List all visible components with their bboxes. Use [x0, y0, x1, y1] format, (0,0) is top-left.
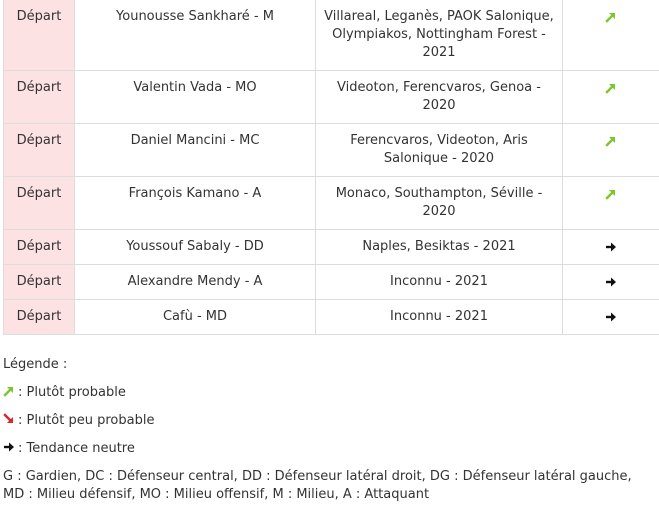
- up-arrow-green-icon: [605, 82, 617, 94]
- player-cell: Valentin Vada - MO: [75, 71, 316, 124]
- right-arrow-black-icon: [605, 241, 617, 253]
- transfer-type-cell: Départ: [4, 124, 75, 177]
- player-cell: Youssouf Sabaly - DD: [75, 230, 316, 265]
- trend-cell: [563, 265, 659, 300]
- player-cell: François Kamano - A: [75, 177, 316, 230]
- table-row: [4, 230, 659, 265]
- transfer-type-cell: Départ: [4, 265, 75, 300]
- table-row: [4, 0, 659, 71]
- trend-cell: [563, 230, 659, 265]
- clubs-cell: Ferencvaros, Videoton, Aris Salonique - 2020: [316, 124, 563, 177]
- up-arrow-green-icon: [3, 385, 15, 397]
- transfer-type-cell: Départ: [4, 177, 75, 230]
- right-arrow-black-icon: [3, 441, 15, 453]
- table-row: [4, 177, 659, 230]
- transfer-type-cell: Départ: [4, 71, 75, 124]
- legend-title: Légende :: [3, 357, 68, 372]
- up-arrow-green-icon: [605, 11, 617, 23]
- right-arrow-black-icon: [605, 276, 617, 288]
- clubs-cell: Inconnu - 2021: [316, 300, 563, 335]
- legend-item-improbable: [3, 412, 154, 430]
- clubs-cell: Villareal, Leganès, PAOK Salonique, Olympiakos, Nottingham Forest - 2021: [316, 0, 563, 71]
- up-arrow-green-icon: [605, 135, 617, 147]
- clubs-cell: Monaco, Southampton, Séville - 2020: [316, 177, 563, 230]
- table-row: [4, 300, 659, 335]
- legend-item-label: : Plutôt probable: [18, 385, 126, 400]
- trend-cell: [563, 300, 659, 335]
- transfer-type-cell: Départ: [4, 300, 75, 335]
- player-cell: Younousse Sankharé - M: [75, 0, 316, 71]
- clubs-cell: Naples, Besiktas - 2021: [316, 230, 563, 265]
- clubs-cell: Inconnu - 2021: [316, 265, 563, 300]
- player-cell: Daniel Mancini - MC: [75, 124, 316, 177]
- trend-cell: [563, 177, 659, 230]
- trend-cell: [563, 0, 659, 71]
- transfers-table: [3, 0, 659, 335]
- player-cell: Cafù - MD: [75, 300, 316, 335]
- down-arrow-red-icon: [3, 413, 15, 425]
- legend-item-neutral: [3, 440, 135, 458]
- trend-cell: [563, 71, 659, 124]
- transfer-type-cell: Départ: [4, 230, 75, 265]
- position-abbreviations: G : Gardien, DC : Défenseur central, DD : Défenseur latéral droit, DG : Défenseur latéral gauche, MD : Milieu défensif, MO : Milieu offensif, M : Milieu, A : Attaquant: [3, 469, 632, 502]
- trend-cell: [563, 124, 659, 177]
- legend-item-label: : Plutôt peu probable: [18, 413, 155, 428]
- player-cell: Alexandre Mendy - A: [75, 265, 316, 300]
- legend-item-probable: [3, 384, 126, 402]
- table-row: [4, 265, 659, 300]
- clubs-cell: Videoton, Ferencvaros, Genoa - 2020: [316, 71, 563, 124]
- legend-item-label: : Tendance neutre: [18, 441, 135, 456]
- up-arrow-green-icon: [605, 188, 617, 200]
- table-row: [4, 71, 659, 124]
- transfer-type-cell: Départ: [4, 0, 75, 71]
- right-arrow-black-icon: [605, 311, 617, 323]
- table-row: [4, 124, 659, 177]
